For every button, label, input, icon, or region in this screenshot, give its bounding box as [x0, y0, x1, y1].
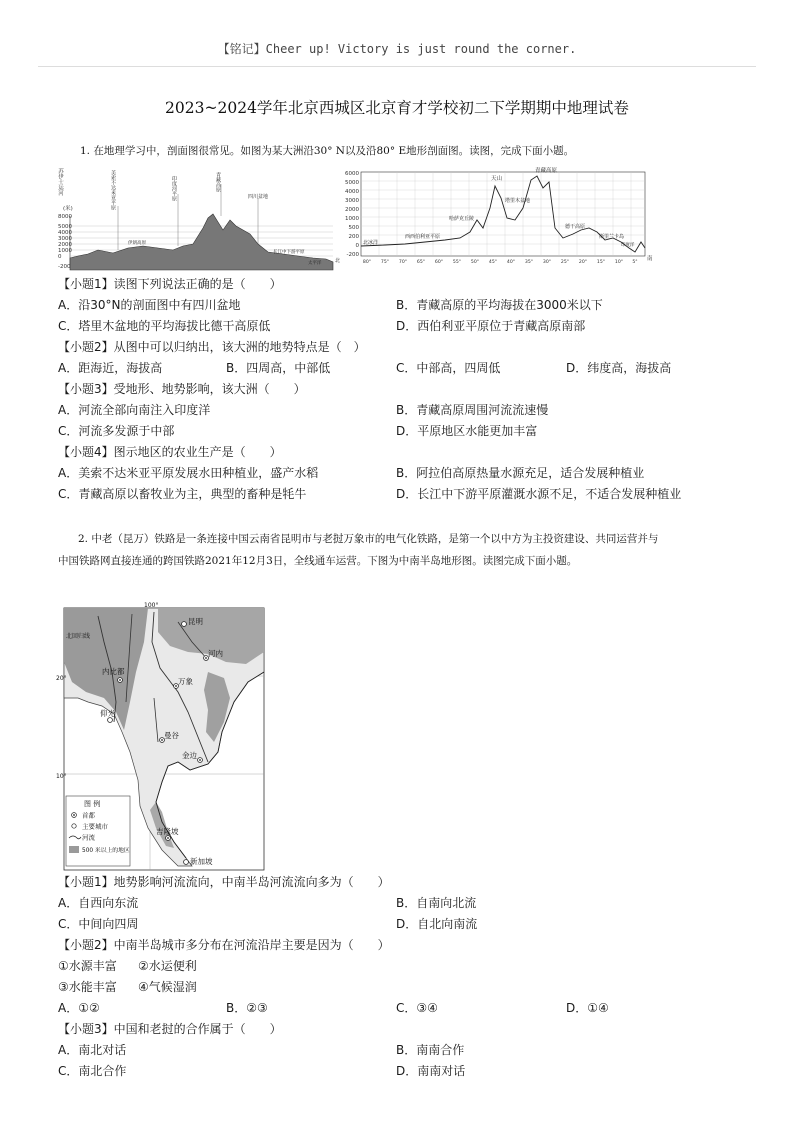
- y-tick-8000: 8000: [58, 214, 72, 220]
- map-legend: [66, 796, 130, 866]
- x-tick-70: 70°: [398, 260, 408, 265]
- q1-intro: 1. 在地理学习中，剖面图很常见。如图为某大洲沿30° N以及沿80° E地形剖面图。读图，完成下面小题。: [80, 145, 575, 157]
- x-tick-80: 80°: [362, 260, 372, 265]
- q2-sub2-item3: ③水能丰富: [58, 980, 117, 994]
- label-north-arrow: 北: [335, 258, 341, 264]
- legend-capital: 首都: [82, 811, 95, 820]
- y-tick-3000: 3000: [58, 236, 72, 242]
- q2-sub2-stem: 【小题2】中南半岛城市多分布在河流沿岸主要是因为（ ）: [58, 938, 390, 952]
- label-west-siberia: 西西伯利亚平原: [405, 234, 441, 240]
- y-tick-0: 0: [58, 254, 62, 260]
- q1-sub3-option-a[interactable]: A．河流全部向南注入印度洋: [58, 403, 211, 417]
- q1-sub4-option-b[interactable]: B．阿拉伯高原热量水源充足，适合发展种植业: [396, 466, 645, 480]
- y-tick-neg200: -200: [58, 264, 71, 270]
- q1-sub2-stem: 【小题2】从图中可以归纳出，该大洲的地势特点是（ ）: [58, 340, 366, 354]
- x-tick-20: 20°: [578, 260, 588, 265]
- q2-sub2-option-c[interactable]: C．③④: [396, 1001, 438, 1015]
- q1-sub1-option-d[interactable]: D．西伯利亚平原位于青藏高原南部: [396, 319, 586, 333]
- q1-sub1-option-c[interactable]: C．塔里木盆地的平均海拔比德干高原低: [58, 319, 271, 333]
- q1-sub4-option-d[interactable]: D．长江中下游平原灌溉水源不足，不适合发展种植业: [396, 487, 682, 501]
- label-iran-plateau: 伊朗高原: [128, 241, 146, 246]
- label-indian-ocean: 印度洋: [621, 243, 635, 248]
- y-tick-6000: 6000: [345, 171, 359, 177]
- label-suez-canal: 苏伊士运河: [57, 168, 63, 196]
- y-tick-500: 500: [348, 225, 359, 231]
- y-tick-2000: 2000: [58, 242, 72, 248]
- map-label-kunming: 昆明: [188, 617, 203, 626]
- q1-sub1-option-b[interactable]: B．青藏高原的平均海拔在3000米以下: [396, 298, 603, 312]
- label-mesopotamia: 美索不达米亚平原: [110, 170, 116, 210]
- x-tick-45: 45°: [488, 260, 498, 265]
- q1-sub2-option-a[interactable]: A．距海近，海拔高: [58, 361, 163, 375]
- q2-sub1-option-b[interactable]: B．自南向北流: [396, 896, 477, 910]
- label-indus-plain: 印度河平原: [171, 176, 177, 201]
- y-tick-1000: 1000: [345, 216, 359, 222]
- label-pacific: 太平洋: [308, 261, 322, 266]
- legend-major-city: 主要城市: [82, 822, 108, 831]
- map-label-hanoi: 河内: [208, 649, 223, 658]
- header-divider: [38, 66, 756, 67]
- x-tick-65: 65°: [416, 260, 426, 265]
- x-tick-40: 40°: [506, 260, 516, 265]
- x-tick-35: 35°: [524, 260, 534, 265]
- q1-sub4-stem: 【小题4】图示地区的农业生产是（ ）: [58, 445, 282, 459]
- indochina-map: [58, 602, 270, 870]
- q1-sub4-option-c[interactable]: C．青藏高原以畜牧业为主，典型的畜种是牦牛: [58, 487, 307, 501]
- q2-intro-line1: 2. 中老（昆万）铁路是一条连接中国云南省昆明市与老挝万象市的电气化铁路，是第一个以中方为主投资建设、共同运营并与: [78, 533, 659, 545]
- y-tick-5000: 5000: [58, 224, 72, 230]
- y-tick-1000: 1000: [58, 248, 72, 254]
- y-tick-0: 0: [355, 243, 359, 249]
- q2-sub2-option-a[interactable]: A．①②: [58, 1001, 100, 1015]
- q2-sub3-option-a[interactable]: A．南北对话: [58, 1043, 127, 1057]
- q1-sub3-option-b[interactable]: B．青藏高原周围河流流速慢: [396, 403, 549, 417]
- label-arctic-ocean: 北冰洋: [363, 240, 379, 246]
- y-tick-200: 200: [348, 234, 359, 240]
- map-label-phnompenh: 金边: [182, 751, 197, 760]
- q1-sub3-stem: 【小题3】受地形、地势影响，该大洲（ ）: [58, 382, 306, 396]
- q2-sub2-option-b[interactable]: B．②③: [226, 1001, 268, 1015]
- map-label-vientiane: 万象: [178, 677, 193, 686]
- map-label-100e: 100°: [144, 602, 159, 609]
- q2-sub1-option-a[interactable]: A．自西向东流: [58, 896, 139, 910]
- label-deccan: 德干高原: [565, 224, 586, 230]
- map-label-naypyidaw: 内比都: [102, 667, 125, 676]
- page-title: 2023~2024学年北京西城区北京育才学校初二下学期期中地理试卷: [165, 99, 629, 117]
- q2-sub1-option-c[interactable]: C．中间向四周: [58, 917, 139, 931]
- x-tick-75: 75°: [380, 260, 390, 265]
- page-header: 【铭记】Cheer up! Victory is just round the corner.: [217, 42, 577, 56]
- map-label-10n: 10°: [56, 773, 67, 780]
- q2-sub3-option-c[interactable]: C．南北合作: [58, 1064, 127, 1078]
- y-tick-4000: 4000: [58, 230, 72, 236]
- profile-30n-figure: [58, 158, 342, 270]
- map-label-tropic: 北回归线: [66, 633, 91, 640]
- label-kazakh-hills: 哈萨克丘陵: [449, 216, 475, 222]
- y-tick-2000: 2000: [345, 207, 359, 213]
- label-yangtze-plain: 长江中下游平原: [273, 250, 305, 255]
- label-tarim-basin: 塔里木盆地: [505, 198, 531, 204]
- x-tick-50: 50°: [470, 260, 480, 265]
- x-tick-10: 10°: [614, 260, 624, 265]
- legend-river: 河流: [82, 833, 95, 842]
- q2-sub3-option-d[interactable]: D．南南对话: [396, 1064, 466, 1078]
- q1-sub1-stem: 【小题1】读图下列说法正确的是（ ）: [58, 277, 282, 291]
- q2-sub3-option-b[interactable]: B．南南合作: [396, 1043, 465, 1057]
- y-tick-5000: 5000: [345, 180, 359, 186]
- q1-sub2-option-c[interactable]: C．中部高，四周低: [396, 361, 501, 375]
- map-label-bangkok: 曼谷: [164, 731, 179, 740]
- label-sri-lanka: 斯里兰卡岛: [599, 234, 625, 240]
- q2-sub1-stem: 【小题1】地势影响河流流向，中南半岛河流流向多为（ ）: [58, 875, 390, 889]
- map-label-kualalumpur: 吉隆坡: [156, 827, 179, 836]
- legend-title: 图 例: [84, 800, 101, 808]
- q1-sub3-option-d[interactable]: D．平原地区水能更加丰富: [396, 424, 538, 438]
- label-tianshan: 天山: [491, 176, 503, 182]
- label-tibet-plateau: 青藏高原: [215, 172, 221, 192]
- y-tick-4000: 4000: [345, 189, 359, 195]
- q2-sub2-item1: ①水源丰富: [58, 959, 117, 973]
- label-tibet-plateau-r: 青藏高原: [535, 168, 558, 174]
- q1-sub2-option-d[interactable]: D．纬度高，海拔高: [566, 361, 672, 375]
- label-sichuan-basin: 四川盆地: [248, 194, 269, 200]
- q1-sub3-option-c[interactable]: C．河流多发源于中部: [58, 424, 175, 438]
- q1-sub1-option-a[interactable]: A．沿30°N的剖面图中有四川盆地: [58, 298, 241, 312]
- map-label-yangon: 仰光: [100, 709, 115, 718]
- profile-80e-figure: [345, 168, 661, 264]
- map-label-singapore: 新加坡: [190, 857, 213, 866]
- q1-sub2-option-b[interactable]: B．四周高，中部低: [226, 361, 331, 375]
- x-tick-55: 55°: [452, 260, 462, 265]
- x-tick-15: 15°: [596, 260, 606, 265]
- q2-sub1-option-d[interactable]: D．自北向南流: [396, 917, 478, 931]
- x-tick-25: 25°: [560, 260, 570, 265]
- q2-sub2-item2: ②水运便利: [138, 959, 197, 973]
- q2-sub2-item4: ④气候湿润: [138, 980, 197, 994]
- q1-sub4-option-a[interactable]: A．美索不达米亚平原发展水田种植业，盛产水稻: [58, 466, 319, 480]
- x-tick-60: 60°: [434, 260, 444, 265]
- x-tick-30: 30°: [542, 260, 552, 265]
- y-tick-neg200: -200: [346, 252, 359, 258]
- x-tick-5: 5°: [632, 260, 638, 265]
- q2-intro: [58, 528, 748, 572]
- q2-sub2-option-d[interactable]: D．①④: [566, 1001, 609, 1015]
- q2-sub3-stem: 【小题3】中国和老挝的合作属于（ ）: [58, 1022, 282, 1036]
- y-tick-3000: 3000: [345, 198, 359, 204]
- y-tick-unit: (米): [63, 206, 73, 212]
- map-label-20n: 20°: [56, 675, 67, 682]
- legend-highland: 500 米以上的地区: [82, 848, 130, 854]
- label-south-arrow: 南: [647, 256, 653, 262]
- q2-intro-line2: 中国铁路网直接连通的跨国铁路2021年12月3日，全线通车运营。下图为中南半岛地形图。读图完成下面小题。: [58, 555, 578, 567]
